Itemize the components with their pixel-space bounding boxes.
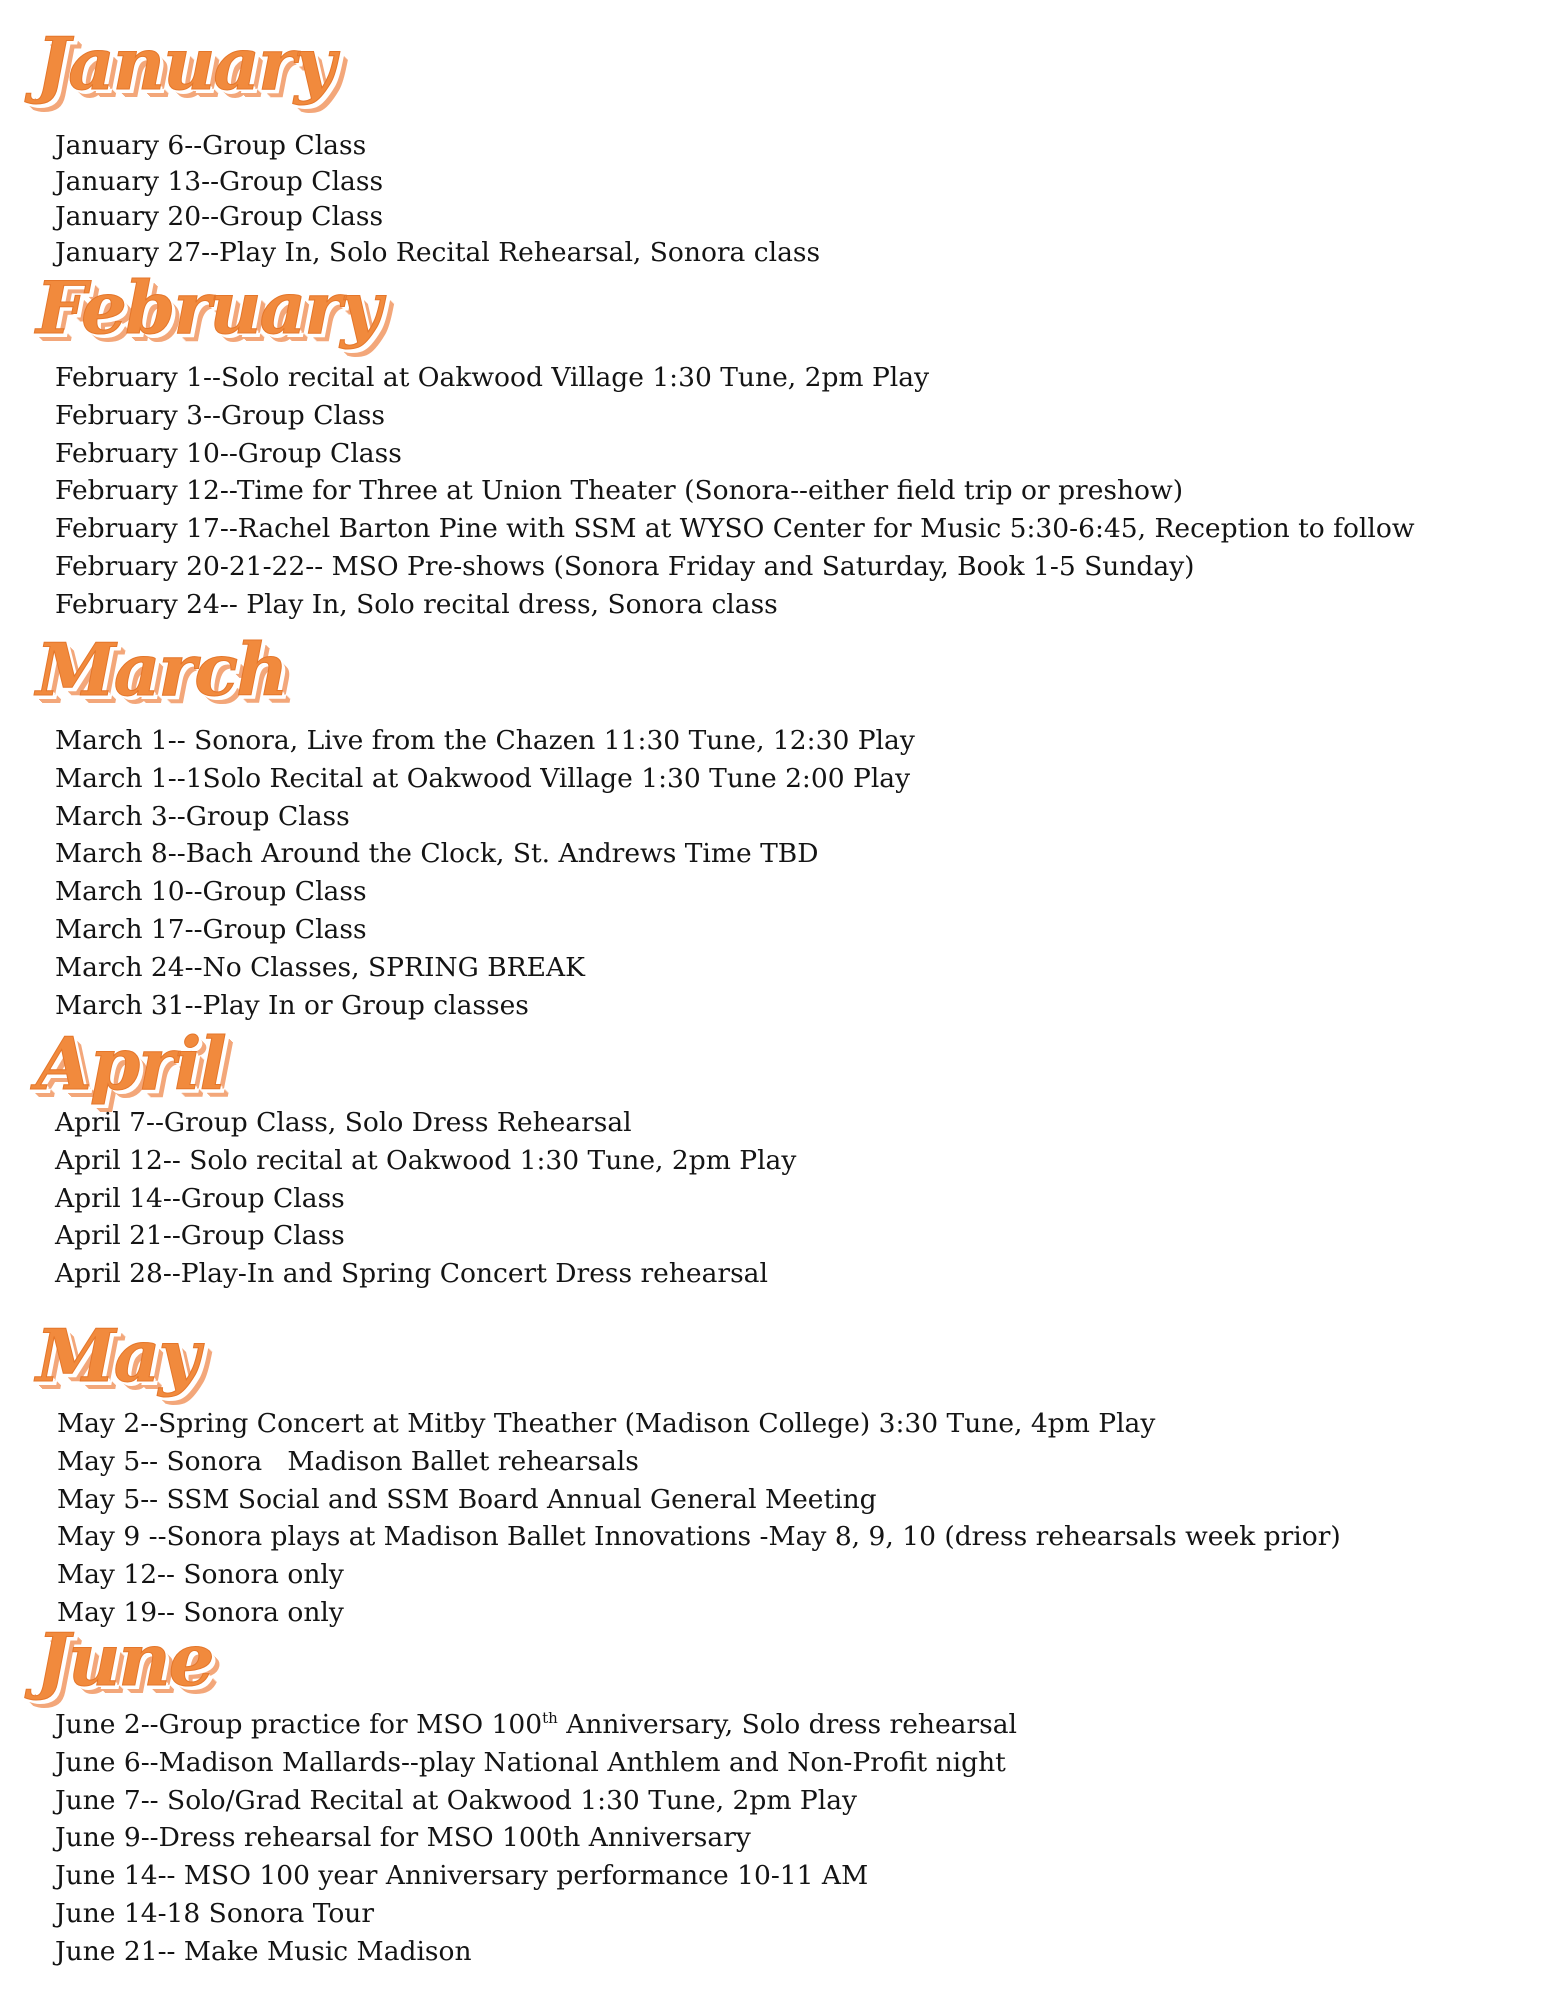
- month-heading-april: April: [36, 1021, 225, 1106]
- event-item: March 1-- Sonora, Live from the Chazen 11:30 Tune, 12:30 Play: [55, 725, 915, 756]
- event-item: February 3--Group Class: [55, 399, 385, 431]
- event-item: February 17--Rachel Barton Pine with SSM at WYSO Center for Music 5:30-6:45, Reception to follow: [55, 513, 1415, 545]
- event-item: February 20-21-22-- MSO Pre-shows (Sonora Friday and Saturday, Book 1-5 Sunday): [55, 550, 1195, 582]
- event-item: May 12-- Sonora only: [57, 1559, 344, 1591]
- event-item: March 31--Play In or Group classes: [55, 989, 529, 1021]
- event-item: March 8--Bach Around the Clock, St. Andrews Time TBD: [55, 838, 819, 870]
- event-item: March 3--Group Class: [55, 800, 350, 832]
- event-item: June 21-- Make Music Madison: [55, 1935, 472, 1967]
- march-events: [55, 722, 915, 1024]
- event-item: April 21--Group Class: [55, 1220, 345, 1252]
- month-heading-march: March: [36, 627, 287, 712]
- event-text: Anniversary, Solo dress rehearsal: [557, 1709, 1017, 1740]
- event-item: May 2--Spring Concert at Mitby Theather (Madison College) 3:30 Tune, 4pm Play: [57, 1408, 1156, 1439]
- month-heading-june: June: [36, 1617, 213, 1702]
- event-item: March 17--Group Class: [55, 913, 367, 945]
- event-item: [55, 1706, 1017, 1744]
- event-item: April 7--Group Class, Solo Dress Rehearsal: [55, 1107, 632, 1138]
- event-item: June 14-18 Sonora Tour: [55, 1897, 375, 1929]
- april-events: [55, 1104, 796, 1293]
- event-item: April 12-- Solo recital at Oakwood 1:30 Tune, 2pm Play: [55, 1144, 797, 1176]
- month-heading-january: January: [36, 21, 334, 106]
- event-item: May 19-- Sonora only: [57, 1596, 344, 1628]
- event-item: January 13--Group Class: [55, 165, 384, 197]
- event-item: March 1--1Solo Recital at Oakwood Village 1:30 Tune 2:00 Play: [55, 762, 911, 794]
- january-events: [55, 128, 820, 270]
- event-item: May 9 --Sonora plays at Madison Ballet Innovations -May 8, 9, 10 (dress rehearsals week prior): [57, 1521, 1341, 1553]
- event-item: June 9--Dress rehearsal for MSO 100th Anniversary: [55, 1822, 751, 1854]
- event-item: March 24--No Classes, SPRING BREAK: [55, 951, 585, 983]
- event-item: February 10--Group Class: [55, 437, 402, 469]
- may-events: [57, 1405, 1341, 1632]
- event-item: April 14--Group Class: [55, 1182, 345, 1214]
- june-events: [55, 1706, 1017, 1971]
- event-item: April 28--Play-In and Spring Concert Dress rehearsal: [55, 1258, 768, 1290]
- ordinal-suffix: th: [542, 1709, 558, 1728]
- event-text: June 2--Group practice for MSO 100: [55, 1709, 543, 1740]
- february-events: [55, 359, 1415, 624]
- event-item: June 7-- Solo/Grad Recital at Oakwood 1:30 Tune, 2pm Play: [55, 1784, 858, 1816]
- event-item: May 5-- Sonora Madison Ballet rehearsals: [57, 1445, 639, 1477]
- event-item: May 5-- SSM Social and SSM Board Annual General Meeting: [57, 1483, 877, 1515]
- month-heading-february: February: [36, 265, 381, 350]
- event-item: June 14-- MSO 100 year Anniversary performance 10-11 AM: [55, 1860, 869, 1892]
- event-item: February 1--Solo recital at Oakwood Village 1:30 Tune, 2pm Play: [55, 362, 930, 393]
- event-item: June 6--Madison Mallards--play National Anthlem and Non-Profit night: [55, 1746, 1006, 1778]
- month-heading-may: May: [36, 1313, 199, 1398]
- event-item: February 24-- Play In, Solo recital dress, Sonora class: [55, 588, 778, 620]
- event-item: January 6--Group Class: [55, 130, 367, 161]
- event-item: February 12--Time for Three at Union Theater (Sonora--either field trip or preshow): [55, 475, 1184, 507]
- event-item: March 10--Group Class: [55, 876, 367, 908]
- event-item: January 27--Play In, Solo Recital Rehearsal, Sonora class: [55, 236, 821, 268]
- event-item: January 20--Group Class: [55, 201, 384, 232]
